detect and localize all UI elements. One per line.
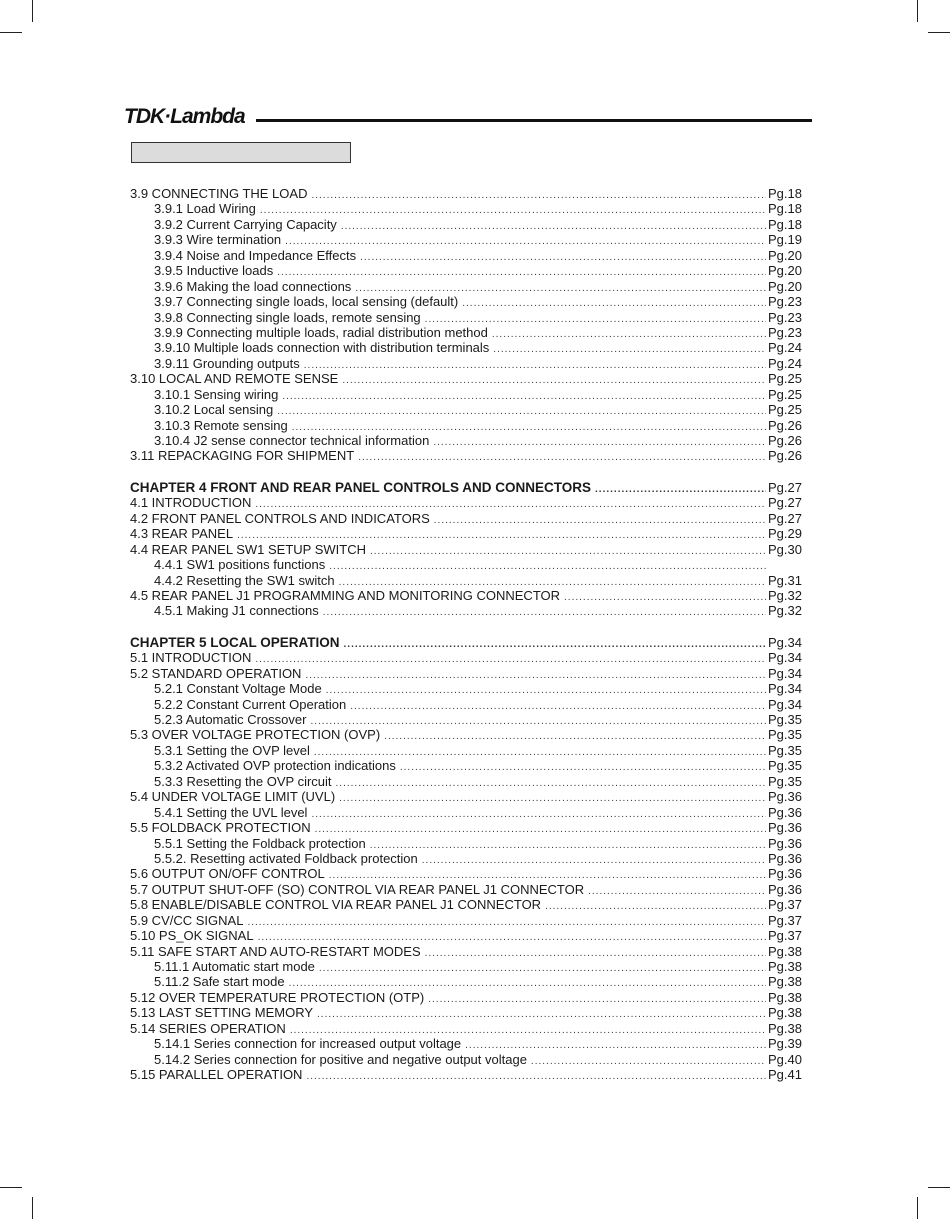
toc-page-number: Pg.20: [768, 278, 802, 294]
toc-page-number: Pg.41: [768, 1067, 802, 1083]
crop-mark: [917, 0, 918, 22]
dot-leader: [323, 605, 766, 620]
toc-entry-title: 3.10.4 J2 sense connector technical information: [154, 433, 430, 448]
toc-entry[interactable]: [130, 418, 810, 433]
toc-entry-title: 5.4.1 Setting the UVL level: [154, 804, 308, 820]
toc-entry-title: 5.7 OUTPUT SHUT-OFF (SO) CONTROL VIA REAR PANEL J1 CONNECTOR: [130, 881, 585, 897]
toc-entry[interactable]: [130, 340, 810, 355]
toc-entry-title: 5.3 OVER VOLTAGE PROTECTION (OVP): [130, 727, 381, 743]
toc-page-number: Pg.26: [768, 448, 802, 464]
toc-page-number: Pg.36: [768, 881, 802, 897]
toc-entry-title: 3.9.11 Grounding outputs: [154, 355, 300, 371]
toc-page-number: Pg.38: [768, 1020, 802, 1036]
toc-entry[interactable]: [130, 650, 810, 665]
toc-entry[interactable]: [130, 990, 810, 1005]
toc-entry-title: 5.5 FOLDBACK PROTECTION: [130, 820, 311, 836]
toc-entry[interactable]: [130, 263, 810, 278]
toc-chapter-heading[interactable]: [130, 480, 810, 495]
toc-entry[interactable]: [130, 495, 810, 510]
toc-page-number: Pg.35: [768, 773, 802, 789]
toc-entry-title: 3.9 CONNECTING THE LOAD: [130, 186, 308, 201]
toc-entry[interactable]: [130, 866, 810, 881]
toc-page-number: Pg.36: [768, 820, 802, 836]
toc-entry[interactable]: [130, 1052, 810, 1067]
toc-entry-title: 5.11 SAFE START AND AUTO-RESTART MODES: [130, 943, 421, 959]
toc-page-number: Pg.37: [768, 912, 802, 928]
toc-page-number: Pg.23: [768, 309, 802, 325]
crop-mark: [0, 1187, 22, 1188]
toc-entry-title: 3.10.3 Remote sensing: [154, 417, 288, 433]
toc-page-number: Pg.26: [768, 433, 802, 448]
toc-entry[interactable]: [130, 1036, 810, 1051]
toc-page-number: Pg.35: [768, 727, 802, 743]
toc-entry[interactable]: [130, 666, 810, 681]
toc-entry[interactable]: [130, 588, 810, 603]
toc-entry[interactable]: [130, 974, 810, 989]
toc-entry-title: 3.9.6 Making the load connections: [154, 278, 352, 294]
toc-entry[interactable]: [130, 1067, 810, 1082]
dot-leader: [358, 450, 766, 465]
toc-entry[interactable]: [130, 805, 810, 820]
toc-page-number: Pg.25: [768, 371, 802, 387]
dot-leader: [306, 1069, 766, 1084]
toc-entry[interactable]: [130, 1021, 810, 1036]
toc-page-number: Pg.36: [768, 804, 802, 820]
toc-entry-title: 3.9.5 Inductive loads: [154, 263, 274, 279]
toc-entry[interactable]: [130, 186, 810, 201]
toc-page-number: Pg.35: [768, 758, 802, 774]
toc-entry-title: 3.9.4 Noise and Impedance Effects: [154, 247, 357, 263]
toc-page-number: Pg.34: [768, 696, 802, 712]
toc-entry[interactable]: [130, 511, 810, 526]
toc-entry-title: 5.2.2 Constant Current Operation: [154, 696, 347, 712]
crop-mark: [32, 1197, 33, 1219]
toc-entry[interactable]: [130, 325, 810, 340]
toc-entry-title: 5.4 UNDER VOLTAGE LIMIT (UVL): [130, 789, 336, 805]
toc-entry[interactable]: [130, 279, 810, 294]
toc-entry-title: 5.10 PS_OK SIGNAL: [130, 928, 254, 944]
toc-entry-title: CHAPTER 5 LOCAL OPERATION: [130, 634, 340, 650]
toc-page-number: Pg.18: [768, 216, 802, 232]
toc-entry[interactable]: [130, 448, 810, 463]
toc-entry-title: 3.9.10 Multiple loads connection with distribution terminals: [154, 340, 490, 356]
toc-entry-title: 3.9.8 Connecting single loads, remote sensing: [154, 309, 421, 325]
toc-entry[interactable]: [130, 294, 810, 309]
toc-page-number: Pg.24: [768, 355, 802, 371]
toc-page-number: Pg.26: [768, 417, 802, 433]
toc-entry-title: 4.4 REAR PANEL SW1 SETUP SWITCH: [130, 541, 366, 557]
toc-page-number: Pg.36: [768, 789, 802, 805]
toc-entry-title: 4.2 FRONT PANEL CONTROLS AND INDICATORS: [130, 510, 430, 526]
toc-entry-title: 3.9.9 Connecting multiple loads, radial distribution method: [154, 324, 488, 340]
toc-entry-title: 5.2.3 Automatic Crossover: [154, 712, 307, 727]
toc-entry-title: 3.10 LOCAL AND REMOTE SENSE: [130, 371, 339, 387]
toc-page-number: Pg.36: [768, 866, 802, 882]
toc-entry-title: 3.9.3 Wire termination: [154, 232, 282, 248]
toc-page-number: Pg.38: [768, 974, 802, 990]
toc-entry[interactable]: [130, 402, 810, 417]
toc-entry[interactable]: [130, 836, 810, 851]
toc-entry-title: 4.5.1 Making J1 connections: [154, 603, 319, 619]
toc-page-number: Pg.39: [768, 1036, 802, 1052]
toc-entry-title: 3.9.2 Current Carrying Capacity: [154, 216, 337, 232]
toc-page-number: Pg.36: [768, 835, 802, 851]
toc-entry-title: 5.3.3 Resetting the OVP circuit: [154, 773, 332, 789]
toc-page-number: Pg.20: [768, 247, 802, 263]
toc-page-number: Pg.20: [768, 263, 802, 279]
toc-page-number: Pg.18: [768, 201, 802, 217]
toc-page-number: Pg.36: [768, 850, 802, 866]
toc-page-number: Pg.34: [768, 681, 802, 697]
toc-entry[interactable]: [130, 882, 810, 897]
crop-mark: [0, 32, 22, 33]
toc-entry[interactable]: [130, 681, 810, 696]
toc-entry[interactable]: [130, 371, 810, 386]
toc-page-number: Pg.32: [768, 603, 802, 619]
toc-page-number: Pg.18: [768, 186, 802, 201]
toc-entry-title: 5.11.1 Automatic start mode: [154, 959, 315, 974]
toc-entry[interactable]: [130, 248, 810, 263]
toc-page-number: Pg.31: [768, 572, 802, 588]
toc-entry-title: 5.11.2 Safe start mode: [154, 974, 285, 990]
toc-entry[interactable]: [130, 217, 810, 232]
section-header-box: [131, 142, 351, 163]
toc-page-number: Pg.34: [768, 634, 802, 650]
toc-entry-title: 3.11 REPACKAGING FOR SHIPMENT: [130, 448, 355, 464]
toc-entry-title: 3.9.1 Load Wiring: [154, 201, 256, 217]
toc-entry[interactable]: [130, 603, 810, 618]
toc-entry-title: 4.3 REAR PANEL: [130, 526, 234, 542]
toc-entry[interactable]: [130, 913, 810, 928]
toc-entry-title: 3.10.1 Sensing wiring: [154, 386, 279, 402]
table-of-contents: [130, 186, 810, 1083]
toc-page-number: Pg.38: [768, 1005, 802, 1021]
toc-entry[interactable]: [130, 897, 810, 912]
toc-entry[interactable]: [130, 573, 810, 588]
toc-entry-title: 5.14.1 Series connection for increased output voltage: [154, 1036, 462, 1052]
toc-entry-title: 5.9 CV/CC SIGNAL: [130, 912, 244, 928]
toc-entry-title: 3.10.2 Local sensing: [154, 402, 274, 418]
toc-entry-title: 5.14 SERIES OPERATION: [130, 1020, 286, 1036]
toc-page-number: Pg.24: [768, 340, 802, 356]
brand-logo: TDK·Lambda: [124, 105, 245, 128]
crop-mark: [928, 32, 950, 33]
toc-entry[interactable]: [130, 356, 810, 371]
toc-entry[interactable]: [130, 310, 810, 325]
toc-page-number: Pg.32: [768, 587, 802, 603]
toc-entry[interactable]: [130, 774, 810, 789]
toc-page-number: Pg.23: [768, 294, 802, 310]
toc-entry-title: 5.8 ENABLE/DISABLE CONTROL VIA REAR PANEL J1 CONNECTOR: [130, 897, 542, 913]
toc-entry[interactable]: [130, 201, 810, 216]
toc-entry-title: 5.6 OUTPUT ON/OFF CONTROL: [130, 866, 325, 882]
toc-entry[interactable]: [130, 928, 810, 943]
toc-entry[interactable]: [130, 758, 810, 773]
toc-page-number: Pg.34: [768, 650, 802, 666]
toc-entry-title: 5.2.1 Constant Voltage Mode: [154, 681, 322, 697]
header-rule: [256, 119, 812, 122]
toc-page-number: Pg.25: [768, 386, 802, 402]
toc-entry-title: 3.9.7 Connecting single loads, local sensing (default): [154, 294, 459, 310]
toc-entry[interactable]: [130, 743, 810, 758]
toc-entry[interactable]: [130, 712, 810, 727]
toc-page-number: Pg.38: [768, 943, 802, 959]
toc-entry-title: 5.1 INTRODUCTION: [130, 650, 252, 666]
toc-entry[interactable]: [130, 944, 810, 959]
toc-entry-title: 4.1 INTRODUCTION: [130, 495, 252, 511]
toc-entry-title: 5.2 STANDARD OPERATION: [130, 665, 302, 681]
toc-entry[interactable]: [130, 727, 810, 742]
toc-entry-title: 5.15 PARALLEL OPERATION: [130, 1067, 303, 1083]
toc-page-number: Pg.30: [768, 541, 802, 557]
toc-entry-title: 5.13 LAST SETTING MEMORY: [130, 1005, 314, 1021]
toc-chapter-heading[interactable]: [130, 635, 810, 650]
toc-page-number: Pg.27: [768, 495, 802, 511]
toc-entry-title: CHAPTER 4 FRONT AND REAR PANEL CONTROLS AND CONNECTORS: [130, 479, 592, 495]
toc-entry-title: 5.3.1 Setting the OVP level: [154, 742, 310, 758]
toc-entry[interactable]: [130, 557, 810, 572]
toc-page-number: Pg.37: [768, 928, 802, 944]
toc-entry-title: 5.12 OVER TEMPERATURE PROTECTION (OTP): [130, 989, 425, 1005]
crop-mark: [928, 1187, 950, 1188]
toc-page-number: Pg.27: [768, 479, 802, 495]
toc-page-number: Pg.29: [768, 526, 802, 542]
toc-entry[interactable]: [130, 789, 810, 804]
crop-mark: [917, 1197, 918, 1219]
toc-entry-title: 5.14.2 Series connection for positive and negative output voltage: [154, 1051, 527, 1067]
toc-page-number: Pg.35: [768, 712, 802, 727]
toc-entry[interactable]: [130, 820, 810, 835]
toc-entry-title: 4.4.2 Resetting the SW1 switch: [154, 572, 335, 588]
toc-entry[interactable]: [130, 697, 810, 712]
toc-page-number: Pg.25: [768, 402, 802, 418]
toc-entry-title: 5.5.2. Resetting activated Foldback protection: [154, 850, 418, 866]
toc-entry[interactable]: [130, 232, 810, 247]
toc-entry[interactable]: [130, 851, 810, 866]
toc-entry[interactable]: [130, 959, 810, 974]
toc-entry[interactable]: [130, 526, 810, 541]
toc-page-number: Pg.38: [768, 959, 802, 974]
toc-page-number: Pg.34: [768, 665, 802, 681]
toc-entry-title: 4.5 REAR PANEL J1 PROGRAMMING AND MONITORING CONNECTOR: [130, 587, 561, 603]
toc-entry[interactable]: [130, 542, 810, 557]
toc-page-number: Pg.35: [768, 742, 802, 758]
toc-entry-title: 5.5.1 Setting the Foldback protection: [154, 835, 366, 851]
toc-page-number: Pg.23: [768, 324, 802, 340]
toc-page-number: Pg.27: [768, 510, 802, 526]
toc-entry[interactable]: [130, 387, 810, 402]
toc-entry-title: 4.4.1 SW1 positions functions: [154, 557, 326, 573]
toc-page-number: Pg.19: [768, 232, 802, 248]
toc-page-number: Pg.40: [768, 1051, 802, 1067]
crop-mark: [32, 0, 33, 22]
toc-page-number: Pg.37: [768, 897, 802, 913]
toc-page-number: Pg.38: [768, 989, 802, 1005]
toc-entry-title: 5.3.2 Activated OVP protection indications: [154, 758, 396, 774]
toc-entry[interactable]: [130, 1005, 810, 1020]
toc-entry[interactable]: [130, 433, 810, 448]
